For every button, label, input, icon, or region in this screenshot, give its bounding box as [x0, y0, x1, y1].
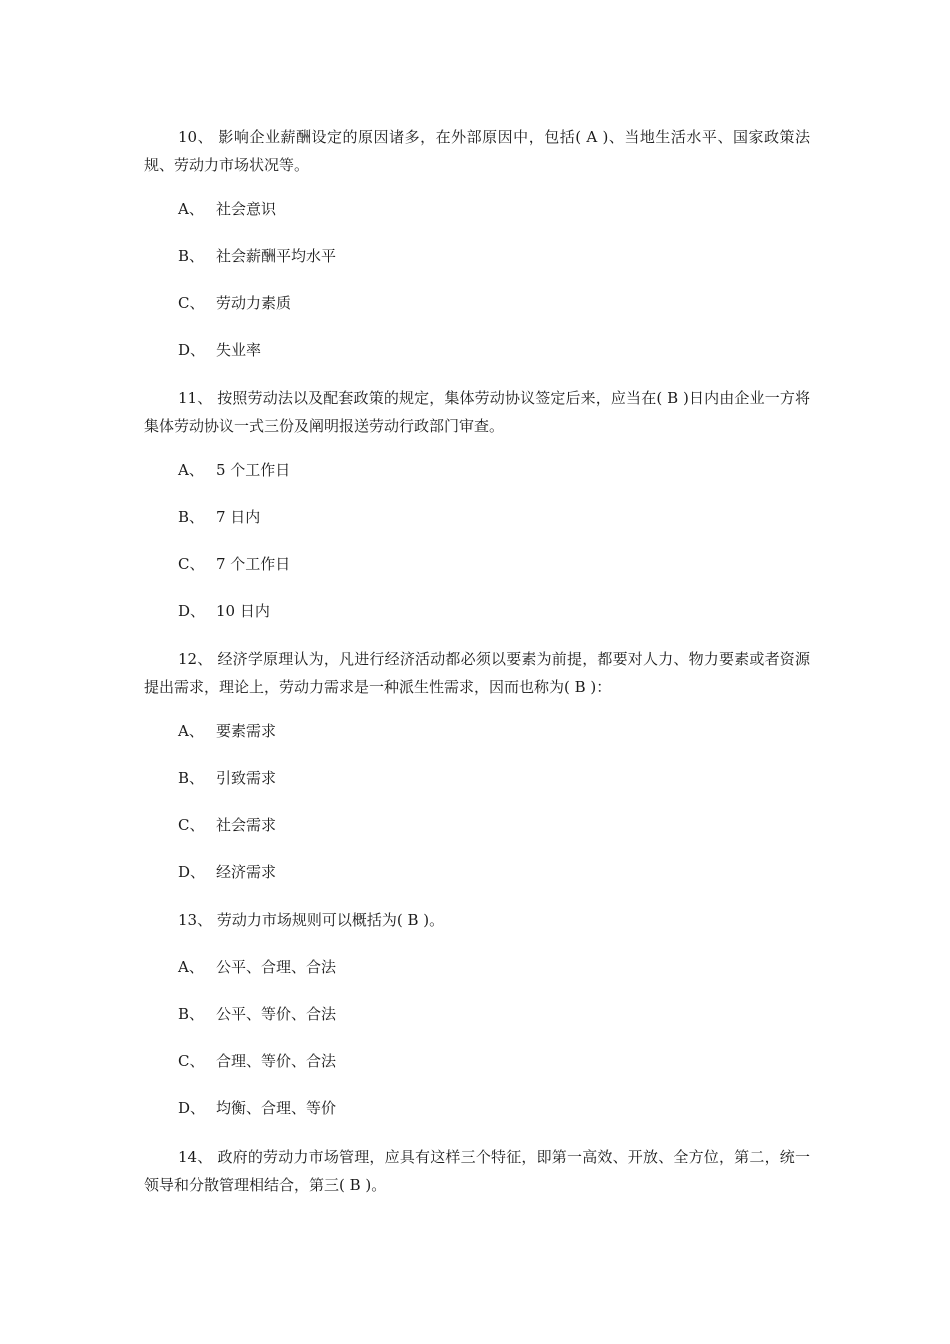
question-number: 11、 [178, 389, 213, 407]
option-11-c [178, 550, 778, 578]
option-text: 10 日内 [216, 602, 270, 620]
option-letter: D、 [178, 341, 206, 359]
option-text: 社会薪酬平均水平 [216, 247, 337, 265]
option-letter: B、 [178, 769, 205, 787]
question-10 [144, 123, 810, 179]
option-text: 公平、等价、合法 [216, 1005, 337, 1023]
option-12-a [178, 717, 778, 745]
option-13-b [178, 1000, 778, 1028]
question-14 [144, 1143, 810, 1199]
option-text: 要素需求 [216, 722, 277, 740]
question-text: 按照劳动法以及配套政策的规定，集体劳动协议签定后来，应当在( B )日内由企业一方将集体劳动协议一式三份及阐明报送劳动行政部门审查。 [144, 389, 810, 435]
option-letter: B、 [178, 247, 205, 265]
option-letter: C、 [178, 1052, 205, 1070]
option-10-b [178, 242, 778, 270]
question-number: 10、 [178, 128, 214, 146]
option-letter: A、 [178, 958, 204, 976]
option-text: 经济需求 [216, 863, 277, 881]
option-letter: D、 [178, 1099, 206, 1117]
question-number: 14、 [178, 1148, 213, 1166]
question-text: 经济学原理认为，凡进行经济活动都必须以要素为前提，都要对人力、物力要素或者资源提出需求，理论上，劳动力需求是一种派生性需求，因而也称为( B )： [144, 650, 810, 696]
question-13 [144, 906, 810, 934]
option-letter: D、 [178, 863, 206, 881]
option-10-d [178, 336, 778, 364]
option-text: 社会意识 [216, 200, 277, 218]
option-text: 公平、合理、合法 [216, 958, 337, 976]
option-10-c [178, 289, 778, 317]
option-13-a [178, 953, 778, 981]
option-12-c [178, 811, 778, 839]
option-letter: C、 [178, 816, 205, 834]
option-letter: D、 [178, 602, 206, 620]
option-12-d [178, 858, 778, 886]
question-11 [144, 384, 810, 440]
option-text: 失业率 [216, 341, 262, 359]
option-text: 引致需求 [216, 769, 277, 787]
option-letter: A、 [178, 200, 204, 218]
option-11-a [178, 456, 778, 484]
option-13-d [178, 1094, 778, 1122]
option-text: 5 个工作日 [216, 461, 291, 479]
option-text: 7 个工作日 [216, 555, 291, 573]
option-11-b [178, 503, 778, 531]
option-text: 合理、等价、合法 [216, 1052, 337, 1070]
option-text: 7 日内 [216, 508, 261, 526]
question-12 [144, 645, 810, 701]
option-13-c [178, 1047, 778, 1075]
option-10-a [178, 195, 778, 223]
option-text: 劳动力素质 [216, 294, 292, 312]
option-text: 均衡、合理、等价 [216, 1099, 337, 1117]
question-text: 劳动力市场规则可以概括为( B )。 [216, 911, 445, 929]
option-letter: A、 [178, 461, 204, 479]
question-number: 12、 [178, 650, 213, 668]
question-text: 影响企业薪酬设定的原因诸多，在外部原因中，包括( A )、当地生活水平、国家政策法规、劳动力市场状况等。 [144, 128, 811, 174]
option-text: 社会需求 [216, 816, 277, 834]
option-12-b [178, 764, 778, 792]
option-11-d [178, 597, 778, 625]
question-number: 13、 [178, 911, 213, 929]
option-letter: C、 [178, 555, 205, 573]
question-text: 政府的劳动力市场管理，应具有这样三个特征，即第一高效、开放、全方位，第二，统一领导和分散管理相结合，第三( B )。 [144, 1148, 810, 1194]
option-letter: B、 [178, 508, 205, 526]
option-letter: C、 [178, 294, 205, 312]
option-letter: B、 [178, 1005, 205, 1023]
option-letter: A、 [178, 722, 204, 740]
